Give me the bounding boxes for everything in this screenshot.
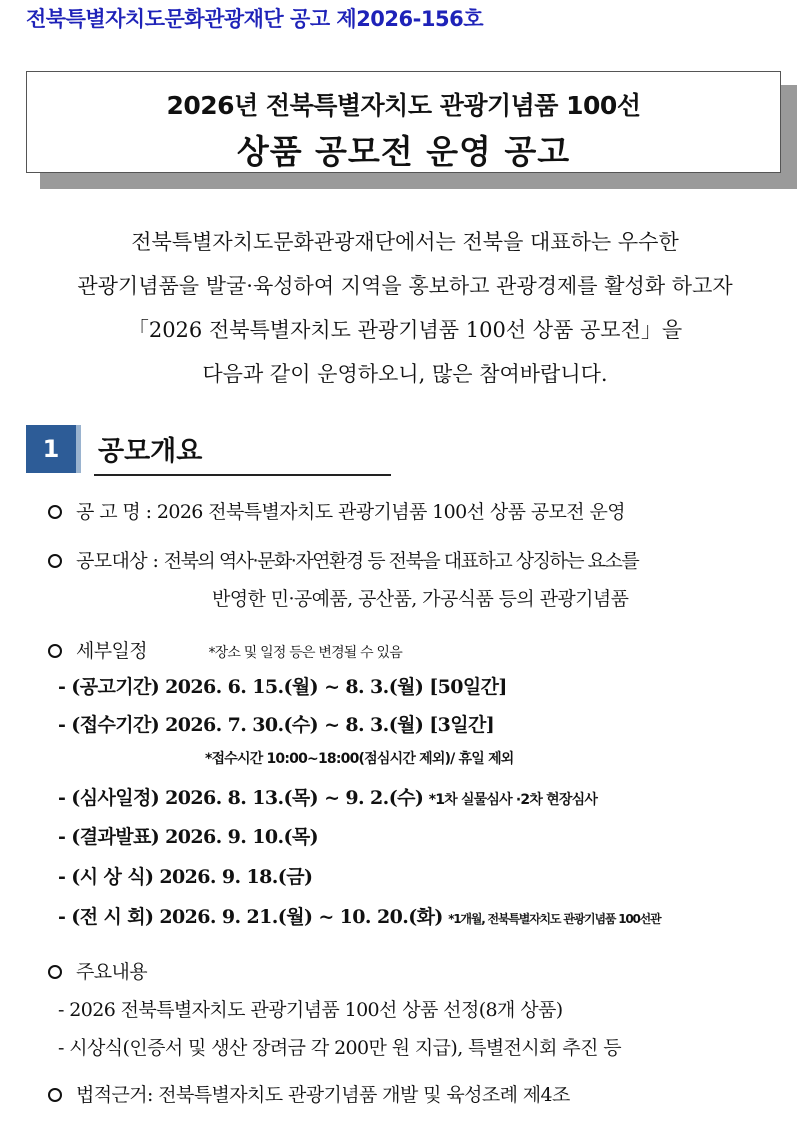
overview-target-label: 공모대상 : bbox=[76, 550, 159, 572]
overview-name-label: 공 고 명 : bbox=[76, 501, 152, 523]
content-item: - 시상식(인증서 및 생산 장려금 각 200만 원 지급), 특별전시회 추진 등 bbox=[58, 1037, 622, 1059]
intro-line: 전북특별자치도문화관광재단에서는 전북을 대표하는 우수한 bbox=[131, 230, 679, 254]
schedule-item: - (공고기간) 2026. 6. 15.(월) ~ 8. 3.(월) [50일간] bbox=[58, 676, 507, 698]
schedule-item: - (시 상 식) 2026. 9. 18.(금) bbox=[58, 866, 313, 888]
overview-target-line1: 전북의 역사·문화·자연환경 등 전북을 대표하고 상징하는 요소를 bbox=[163, 550, 639, 572]
title-box bbox=[26, 71, 781, 173]
circle-bullet-icon bbox=[48, 965, 62, 979]
intro-line: 관광기념품을 발굴·육성하여 지역을 홍보하고 관광경제를 활성화 하고자 bbox=[77, 274, 733, 298]
overview-schedule-note: *장소 및 일정 등은 변경될 수 있음 bbox=[208, 645, 402, 661]
overview-target-row bbox=[48, 546, 638, 573]
schedule-item-text: - (심사일정) 2026. 8. 13.(목) ~ 9. 2.(수) bbox=[58, 787, 424, 809]
intro-line: 다음과 같이 운영하오니, 많은 참여바랍니다. bbox=[202, 362, 608, 386]
section-title: 공모개요 bbox=[98, 436, 203, 467]
title-line2: 상품 공모전 운영 공고 bbox=[236, 132, 571, 171]
schedule-item-note: *1차 실물심사 ·2차 현장심사 bbox=[428, 792, 598, 808]
circle-bullet-icon bbox=[48, 554, 62, 568]
title-line1: 2026년 전북특별자치도 관광기념품 100선 bbox=[166, 91, 641, 120]
schedule-item: - (결과발표) 2026. 9. 10.(목) bbox=[58, 826, 319, 848]
circle-bullet-icon bbox=[48, 1088, 62, 1102]
intro-line: 「2026 전북특별자치도 관광기념품 100선 상품 공모전」을 bbox=[127, 318, 683, 342]
overview-name-value: 2026 전북특별자치도 관광기념품 100선 상품 공모전 운영 bbox=[156, 501, 625, 523]
overview-legal-text: 법적근거: 전북특별자치도 관광기념품 개발 및 육성조례 제4조 bbox=[76, 1084, 570, 1106]
schedule-item bbox=[58, 902, 660, 929]
overview-legal-row bbox=[48, 1080, 570, 1107]
overview-target-line2: 반영한 민·공예품, 공산품, 가공식품 등의 관광기념품 bbox=[212, 588, 629, 610]
content-item: - 2026 전북특별자치도 관광기념품 100선 상품 선정(8개 상품) bbox=[58, 999, 563, 1021]
schedule-item-note: *1개월, 전북특별자치도 관광기념품 100선관 bbox=[448, 912, 661, 926]
schedule-item-text: - (전 시 회) 2026. 9. 21.(월) ~ 10. 20.(화) bbox=[58, 906, 443, 928]
circle-bullet-icon bbox=[48, 644, 62, 658]
overview-schedule-label: 세부일정 bbox=[76, 640, 148, 662]
overview-content-label: 주요내용 bbox=[76, 961, 148, 983]
overview-schedule-row bbox=[48, 636, 402, 663]
overview-content-row bbox=[48, 957, 147, 984]
schedule-item bbox=[58, 783, 597, 810]
section-underline bbox=[94, 474, 391, 476]
intro-paragraph bbox=[20, 220, 790, 396]
overview-name-row bbox=[48, 497, 625, 524]
receipt-time-note: *접수시간 10:00~18:00(점심시간 제외)/ 휴일 제외 bbox=[205, 751, 514, 767]
schedule-item: - (접수기간) 2026. 7. 30.(수) ~ 8. 3.(월) [3일간] bbox=[58, 714, 495, 736]
circle-bullet-icon bbox=[48, 505, 62, 519]
section-number-badge: 1 bbox=[26, 425, 81, 473]
notice-number: 전북특별자치도문화관광재단 공고 제2026-156호 bbox=[26, 7, 483, 31]
